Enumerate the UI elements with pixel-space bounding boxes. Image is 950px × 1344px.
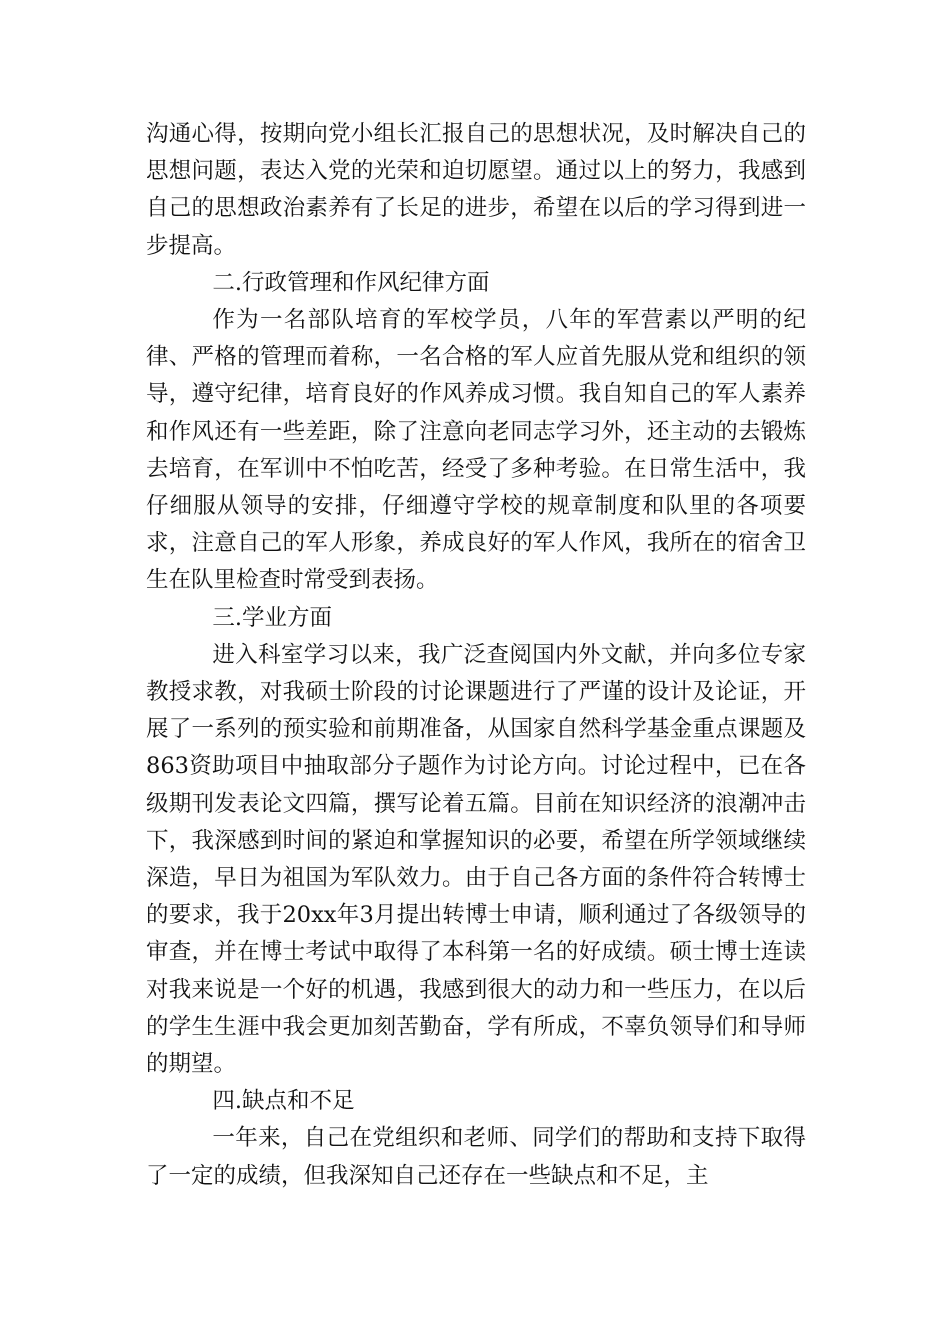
document-page [146,116,806,1195]
text-line: 得了本科第一名的好成绩。硕士博士连读对我来说是一个好的 [146,939,806,1003]
continuation-paragraph [146,116,806,265]
text-line: 一年来，自己在党组织和老师、同学们的帮助和支持下 [212,1125,761,1152]
text-line: 己的思想问题，表达入党的光荣和迫切愿望。通过以上的努力， [146,121,806,185]
section-heading [146,600,806,637]
section-heading [146,1083,806,1120]
text-line: 沟通心得，按期向党小组长汇报自己的思想状况，及时解决自 [146,121,761,147]
text-line: 金重点课题及863资助项目中抽取部分子题作为讨论方向。讨 [146,716,806,780]
text-line: 专家教授求教，对我硕士阶段的讨论课题进行了严谨的设计及 [146,641,806,706]
text-line: 论证，开展了一系列的预实验和前期准备，从国家自然科学基 [146,679,806,743]
text-line: 于自己各方面的条件符合转博士的要求，我于20xx年3月提出 [146,865,806,929]
text-line: 在日常生活中，我仔细服从领导的安排，仔细遵守学校的规章 [146,455,806,520]
text-line: 在知识经济的浪潮冲击下，我深感到时间的紧迫和掌握知识的 [146,790,806,854]
body-paragraph [146,637,806,1083]
text-line: 会更加刻苦勤奋，学有所成，不辜负领导们和导师的期望。 [146,1013,806,1078]
text-line: 论过程中，已在各级期刊发表论文四篇，撰写论着五篇。目前 [146,753,806,817]
text-line: 必要，希望在所学领域继续深造，早日为祖国为军队效力。由 [146,827,806,892]
text-line: 织的领导，遵守纪律，培育良好的作风养成习惯。我自知自己 [146,344,806,408]
text-line: 还主动的去锻炼去培育，在军训中不怕吃苦，经受了多种考验。 [146,418,806,482]
text-line: 习得到进一步提高。 [146,195,806,259]
text-line: 进入科室学习以来，我广泛查阅国内外文献，并向多位 [212,641,761,668]
text-line: 纪律、严格的管理而着称，一名合格的军人应首先服从党和组 [146,307,806,371]
body-paragraph [146,302,806,600]
text-line: 四.缺点和不足 [212,1088,355,1115]
text-line: 转博士申请，顺利通过了各级领导的审查，并在博士考试中取 [146,902,806,966]
text-line: 制度和队里的各项要求，注意自己的军人形象，养成良好的军 [146,493,806,557]
text-line: 作为一名部队培育的军校学员，八年的军营素以严明的 [212,307,784,334]
text-line: 取得了一定的成绩，但我深知自己还存在一些缺点和不足，主 [146,1125,806,1189]
text-line: 我感到自己的思想政治素养有了长足的进步，希望在以后的学 [146,158,806,222]
body-paragraph [146,1120,806,1194]
text-line: 机遇，我感到很大的动力和一些压力，在以后的学生生涯中我 [146,976,806,1040]
text-line: 的军人素养和作风还有一些差距，除了注意向老同志学习外， [146,381,806,445]
text-line: 三.学业方面 [212,604,333,631]
text-line: 二.行政管理和作风纪律方面 [212,269,490,296]
section-heading [146,265,806,302]
text-line: 人作风，我所在的宿舍卫生在队里检查时常受到表扬。 [146,530,806,594]
